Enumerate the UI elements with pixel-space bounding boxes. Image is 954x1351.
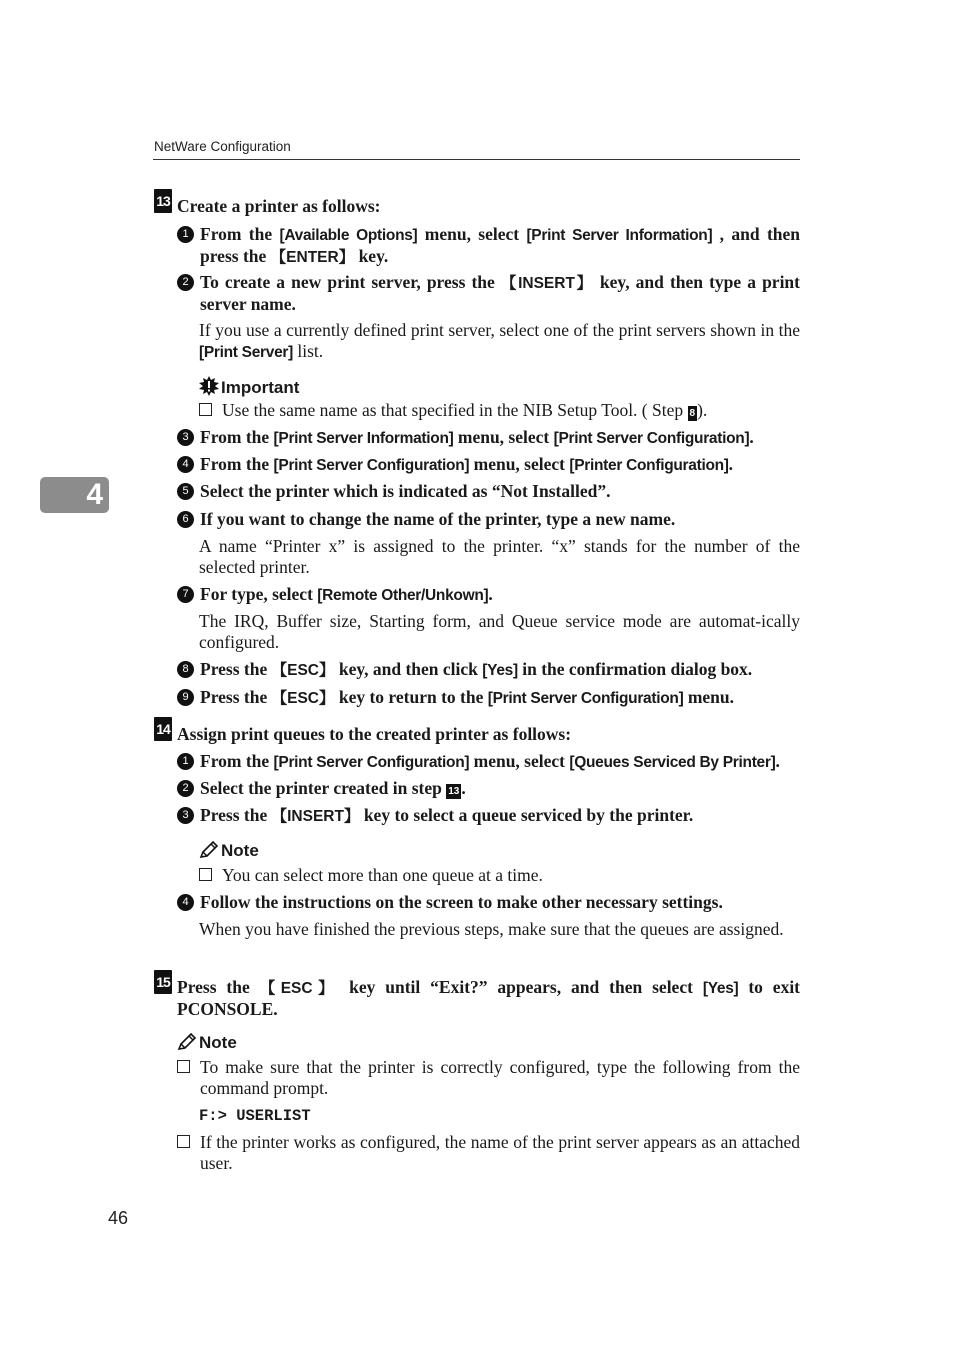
substep-number: 4	[177, 894, 194, 911]
substep-text: Press the 【INSERT】 key to select a queue serviced by the printer.	[200, 805, 694, 825]
substep-text: Select the printer which is indicated as “Not Installed”.	[200, 481, 611, 501]
key-label: 【ENTER】	[270, 249, 355, 266]
substep-text: From the [Print Server Configuration] menu, select [Queues Serviced By Printer].	[200, 751, 780, 771]
ui-label: [Remote Other/Unkown]	[317, 587, 489, 604]
substep-number: 4	[177, 456, 194, 473]
substep-13-7	[177, 584, 800, 606]
substep-14-3	[177, 805, 800, 827]
substep-text: To create a new print server, press the 【INSERT】 key, and then type a print server name.	[200, 272, 800, 314]
ui-label: [Queues Serviced By Printer]	[569, 754, 776, 771]
step-title: Assign print queues to the created printer as follows:	[177, 724, 572, 744]
bullet-box-icon	[199, 868, 212, 881]
substep-number: 1	[177, 753, 194, 770]
substep-14-1	[177, 751, 800, 773]
step-number: 14	[154, 717, 172, 741]
note-heading: Note	[199, 841, 259, 864]
substep-text: Press the 【ESC】 key to return to the [Print Server Configuration] menu.	[200, 687, 735, 707]
ui-label: [Print Server Configuration]	[487, 690, 684, 707]
substep-body: A name “Printer x” is assigned to the printer. “x” stands for the number of the selected printer.	[199, 536, 800, 577]
key-label: 【ESC】	[271, 690, 335, 707]
ui-label: [Print Server Configuration]	[273, 754, 470, 771]
substep-number: 2	[177, 780, 194, 797]
substep-number: 5	[177, 483, 194, 500]
ui-label: [Print Server Configuration]	[553, 430, 750, 447]
chapter-number: 4	[86, 478, 103, 511]
substep-text: From the [Print Server Configuration] menu, select [Printer Configuration].	[200, 454, 734, 474]
substep-text: Select the printer created in step 13 .	[200, 778, 466, 798]
substep-number: 7	[177, 586, 194, 603]
substep-number: 3	[177, 807, 194, 824]
step-number: 15	[154, 970, 172, 994]
key-label: 【ESC】	[259, 980, 340, 997]
substep-number: 2	[177, 274, 194, 291]
ui-label: [Available Options]	[279, 227, 418, 244]
substep-13-6	[177, 509, 800, 531]
key-label: 【INSERT】	[271, 808, 360, 825]
important-heading: Important	[199, 376, 299, 401]
substep-text: For type, select [Remote Other/Unkown].	[200, 584, 493, 604]
substep-text: If you want to change the name of the printer, type a new name.	[200, 509, 676, 529]
pencil-icon	[177, 1033, 197, 1056]
step-number: 13	[154, 189, 172, 213]
substep-number: 9	[177, 689, 194, 706]
step-15	[154, 970, 801, 1019]
substep-13-3	[177, 427, 800, 449]
ui-label: [Yes]	[702, 980, 739, 997]
ui-label: [Print Server Information]	[526, 227, 713, 244]
important-bullet: Use the same name as that specified in the NIB Setup Tool. ( Step 8 ).	[199, 400, 800, 421]
substep-14-2	[177, 778, 800, 800]
note-bullet: You can select more than one queue at a time.	[199, 865, 800, 886]
ui-label: [Yes]	[482, 662, 518, 679]
substep-text: From the [Available Options] menu, select [Print Server Information] , and then press the 【ENTER】 key.	[200, 224, 801, 266]
substep-text: Press the 【ESC】 key, and then click [Yes] in the confirmation dialog box.	[200, 659, 753, 679]
substep-text: From the [Print Server Information] menu, select [Print Server Configuration].	[200, 427, 754, 447]
substep-body: The IRQ, Buffer size, Starting form, and Queue service mode are automat-ically configured.	[199, 611, 800, 652]
key-label: 【ESC】	[271, 662, 335, 679]
key-label: 【INSERT】	[500, 275, 594, 292]
substep-body: When you have finished the previous steps, make sure that the queues are assigned.	[199, 919, 784, 939]
step-title: Press the 【ESC】 key until “Exit?” appears, and then select [Yes] to exit PCONSOLE.	[177, 977, 801, 1019]
substep-text: Follow the instructions on the screen to make other necessary settings.	[200, 892, 723, 912]
substep-number: 1	[177, 226, 194, 243]
pencil-icon	[199, 841, 219, 864]
note-heading: Note	[177, 1033, 237, 1056]
note-bullet: If the printer works as configured, the name of the print server appears as an attached user.	[177, 1132, 800, 1174]
command-code: F:> USERLIST	[199, 1107, 311, 1125]
step-13	[154, 189, 800, 215]
substep-13-9	[177, 687, 800, 709]
substep-number: 6	[177, 511, 194, 528]
substep-14-4	[177, 892, 800, 914]
ui-label: [Print Server Information]	[273, 430, 454, 447]
substep-13-2	[177, 272, 800, 316]
step-ref: 8	[689, 408, 696, 419]
page-number: 46	[108, 1208, 129, 1228]
header-rule	[153, 159, 800, 160]
step-ref: 13	[448, 786, 460, 797]
step-14	[154, 717, 800, 743]
bullet-box-icon	[177, 1060, 190, 1073]
substep-13-5	[177, 481, 800, 503]
running-header: NetWare Configuration	[154, 139, 291, 154]
bullet-box-icon	[199, 403, 212, 416]
note-bullet: To make sure that the printer is correctly configured, type the following from the command prompt.	[177, 1057, 800, 1099]
bullet-box-icon	[177, 1135, 190, 1148]
substep-number: 8	[177, 661, 194, 678]
substep-13-4	[177, 454, 800, 476]
ui-label: [Print Server]	[199, 344, 293, 361]
substep-13-8	[177, 659, 800, 681]
substep-body: If you use a currently defined print server, select one of the print servers shown in the [Print Server] list.	[199, 320, 800, 361]
substep-number: 3	[177, 429, 194, 446]
substep-13-1	[177, 224, 800, 268]
ui-label: [Print Server Configuration]	[273, 457, 470, 474]
ui-label: [Printer Configuration]	[569, 457, 729, 474]
step-title: Create a printer as follows:	[177, 196, 381, 216]
chapter-tab	[40, 477, 109, 513]
important-icon	[199, 376, 219, 401]
